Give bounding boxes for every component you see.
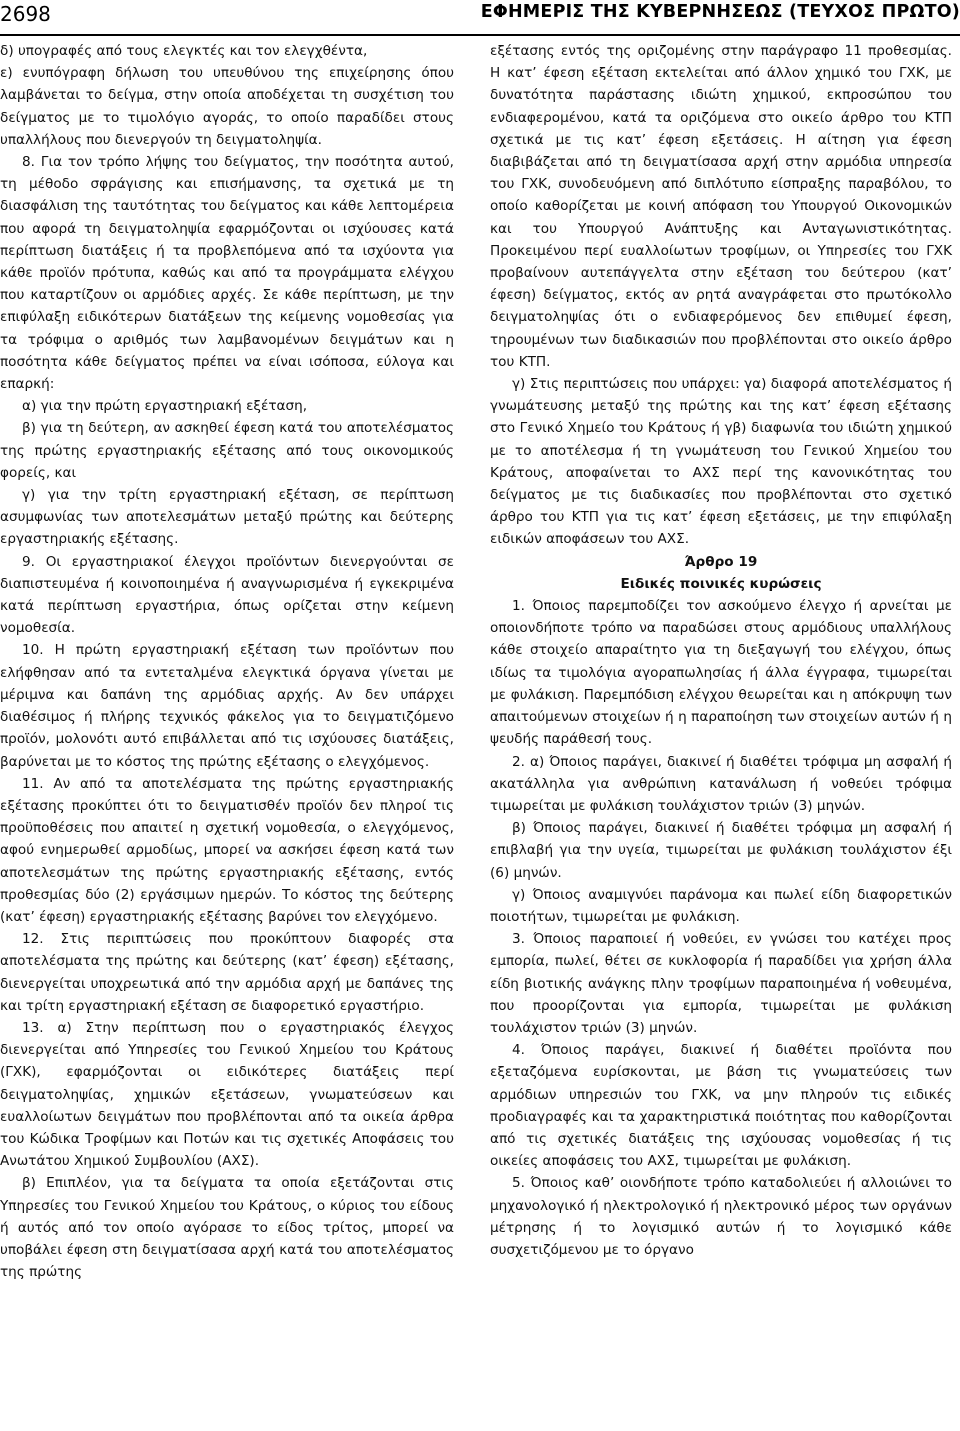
left-column [0, 40, 454, 1283]
paragraph: 11. Αν από τα αποτελέσματα της πρώτης εργαστηριακής εξέτασης προκύπτει ότι το δειγματισθέν προϊόν δεν πληροί τις προϋποθέσεις που απαιτεί η σχετική νομοθεσία, ο ελεγχόμενος, αφού ενημερωθεί αρμοδίως, μπορεί να ασκήσει έφεση κατά των αποτελεσμάτων της πρώτης εργαστηριακής εξέτασης, εντός προθεσμίας δύο (2) εργάσιμων ημερών. Το κόστος της δεύτερης (κατ’ έφεση) εργαστηριακής εξέτασης βαρύνει τον ελεγχόμενο. [0, 775, 454, 925]
page-number: 2698 [0, 2, 51, 26]
paragraph: β) Επιπλέον, για τα δείγματα τα οποία εξετάζονται στις Υπηρεσίες του Γενικού Χημείου του Κράτους, ο κύριος του είδους ή αυτός από τον οποίο αγόρασε το είδος τρίτος, μπορεί να υποβάλει έφεση στη δειγματίσασα αρχή κατά του αποτελέσματος της πρώτης [0, 1175, 454, 1281]
right-column [490, 40, 952, 1261]
paragraph: εξέτασης εντός της οριζομένης στην παράγραφο 11 προθεσμίας. Η κατ’ έφεση εξέταση εκτελείται από άλλον χημικό του ΓΧΚ, με δυνατότητα παράστασης ιδιώτη χημικού, εκπροσώπου του ενδιαφερομένου, κατά τα οριζόμενα στο οικείο άρθρο του ΚΤΠ σχετικά με τις κατ’ έφεση εξετάσεις. Η αίτηση για έφεση διαβιβάζεται από τη δειγματίσασα αρχή στην αρμόδια υπηρεσία του ΓΧΚ, συνοδευόμενη από διπλότυπο είσπραξης παραβόλου, το οποίο καθορίζεται με κοινή απόφαση του Υπουργού Οικονομικών και του Υπουργού Ανάπτυξης και Ανταγωνιστικότητας. Προκειμένου περί ευαλλοίωτων τροφίμων, οι Υπηρεσίες του ΓΧΚ προβαίνουν αυτεπάγγελτα στην εξέταση του δεύτερου (κατ’ έφεση) δείγματος, εκτός αν ρητά αναγράφεται στο πρωτόκολλο δειγματοληψίας ότι ο ενδιαφερόμενος δεν επιθυμεί έφεση, τηρουμένων των διαδικασιών που προβλέπονται στο οικείο άρθρο του ΚΤΠ. [490, 43, 952, 370]
paragraph: γ) Όποιος αναμιγνύει παράνομα και πωλεί είδη διαφορετικών ποιοτήτων, τιμωρείται με φυλάκιση. [490, 886, 952, 925]
paragraph: β) Όποιος παράγει, διακινεί ή διαθέτει τρόφιμα μη ασφαλή ή επιβλαβή για την υγεία, τιμωρείται με φυλάκιση τουλάχιστον έξι (6) μηνών. [490, 820, 952, 881]
running-title: ΕΦΗΜΕΡΙΣ ΤΗΣ ΚΥΒΕΡΝΗΣΕΩΣ (ΤΕΥΧΟΣ ΠΡΩΤΟ) [480, 2, 960, 22]
paragraph: 2. α) Όποιος παράγει, διακινεί ή διαθέτει τρόφιμα μη ασφαλή ή ακατάλληλα για ανθρώπινη κατανάλωση ή νοθεύει τρόφιμα τιμωρείται με φυλάκιση τουλάχιστον τριών (3) μηνών. [490, 753, 952, 814]
paragraph: 13. α) Στην περίπτωση που ο εργαστηριακός έλεγχος διενεργείται από Υπηρεσίες του Γενικού Χημείου του Κράτους (ΓΧΚ), εφαρμόζονται οι ειδικότερες διατάξεις περί δειγματοληψίας, χημικών εξετάσεων, γνωματεύσεων και ευαλλοίωτων δειγμάτων που προβλέπονται από τα οικεία άρθρα του Κώδικα Τροφίμων και Ποτών και τις σχετικές Αποφάσεις του Ανωτάτου Χημικού Συμβουλίου (ΑΧΣ). [0, 1019, 454, 1170]
paragraph: α) για την πρώτη εργαστηριακή εξέταση, [22, 398, 308, 415]
paragraph: γ) για την τρίτη εργαστηριακή εξέταση, σε περίπτωση ασυμφωνίας των αποτελεσμάτων μεταξύ πρώτης και δεύτερης εργαστηριακής εξέτασης. [0, 487, 454, 548]
paragraph: β) για τη δεύτερη, αν ασκηθεί έφεση κατά του αποτελέσματος της πρώτης εργαστηριακής εξέτασης από τους οικονομικούς φορείς, και [0, 420, 454, 481]
paragraph: 1. Όποιος παρεμποδίζει τον ασκούμενο έλεγχο ή αρνείται με οποιονδήποτε τρόπο να παραδώσει στους αρμόδιους υπαλλήλους κάθε στοιχείο απαραίτητο για τη διεξαγωγή του ελέγχου, όπως ιδίως τα τιμολόγια αγοραπωλησίας ή άλλα έγγραφα, τιμωρείται με φυλάκιση. Παρεμπόδιση ελέγχου θεωρείται και η απόκρυψη των απαιτούμενων στοιχείων ή η παραποίηση των στοιχείων αυτών ή η ψευδής παράθεσή τους. [490, 598, 952, 748]
header-rule [0, 34, 960, 36]
paragraph: 10. Η πρώτη εργαστηριακή εξέταση των προϊόντων που ελήφθησαν από τα εντεταλμένα ελεγκτικά όργανα γίνεται με μέριμνα και δαπάνη της αρμόδιας αρχής. Αν δεν υπάρχει διαθέσιμος ή πλήρης τεχνικός φάκελος για το δειγματιζόμενο προϊόν, μολονότι αυτό επιβάλλεται από τις ισχύουσες διατάξεις, βαρύνεται με το κόστος της πρώτης εξέτασης ο ελεγχόμενος. [0, 642, 454, 770]
paragraph: 4. Όποιος παράγει, διακινεί ή διαθέτει προϊόντα που εξεταζόμενα ευρίσκονται, με βάση τις γνωματεύσεις των αρμόδιων υπηρεσιών του ΓΧΚ, να μην πληρούν τις ειδικές προδιαγραφές και τα χαρακτηριστικά ποιότητας που καθορίζονται από τις σχετικές διατάξεις της ισχύουσας νομοθεσίας ή τις οικείες αποφάσεις του ΑΧΣ, τιμωρείται με φυλάκιση. [490, 1042, 952, 1170]
paragraph: 12. Στις περιπτώσεις που προκύπτουν διαφορές στα αποτελέσματα της πρώτης και δεύτερης (κατ’ έφεση) εξέτασης, διενεργείται υποχρεωτικά από την αρμόδια αρχή με δαπάνες της και τρίτη εργαστηριακή εξέταση σε διαφορετικό εργαστήριο. [0, 931, 454, 1014]
article-heading: Άρθρο 19 [684, 553, 758, 570]
paragraph: δ) υπογραφές από τους ελεγκτές και τον ελεγχθέντα, [0, 43, 368, 59]
paragraph: 5. Όποιος καθ’ οιονδήποτε τρόπο καταδολιεύει ή αλλοιώνει το μηχανολογικό ή ηλεκτρολογικό ή ηλεκτρονικό μέρος των οργάνων μέτρησης ή το λογισμικό αυτών ή το λογισμικό κάθε συσχετιζόμενου με το όργανο [490, 1175, 952, 1258]
paragraph: γ) Στις περιπτώσεις που υπάρχει: γα) διαφορά αποτελέσματος ή γνωμάτευσης μεταξύ της πρώτης και της κατ’ έφεση εξέτασης στο Γενικό Χημείο του Κράτους ή γβ) διαφωνία του ιδιώτη χημικού με το αποτέλεσμα ή τη γνωμάτευση του Γενικού Χημείου του Κράτους, αποφαίνεται το ΑΧΣ περί της κανονικότητας του δείγματος με τις διαδικασίες που προβλέπονται στο σχετικό άρθρο του ΚΤΠ για τις κατ’ έφεση εξετάσεις, με την επιφύλαξη ειδικών αποφάσεων του ΑΧΣ. [490, 376, 952, 548]
paragraph: 9. Οι εργαστηριακοί έλεγχοι προϊόντων διενεργούνται σε διαπιστευμένα ή κοινοποιημένα ή αναγνωρισμένα ή εγκεκριμένα κατά περίπτωση εργαστήρια, όπως ορίζεται στην κείμενη νομοθεσία. [0, 553, 454, 637]
page-header [0, 0, 960, 34]
paragraph: 3. Όποιος παραποιεί ή νοθεύει, εν γνώσει του κατέχει προς εμπορία, πωλεί, θέτει σε κυκλοφορία ή παραδίδει για χρήση άλλα είδη βιοτικής ανάγκης πλην τροφίμων παραποιημένα ή νοθευμένα, που προορίζονται για εμπορία, τιμωρείται με φυλάκιση τουλάχιστον τριών (3) μηνών. [490, 931, 952, 1036]
paragraph: ε) ενυπόγραφη δήλωση του υπευθύνου της επιχείρησης όπου λαμβάνεται το δείγμα, στην οποία αποδέχεται τη συσχέτιση του δείγματος με το τιμολόγιο αγοράς, το οποίο παραδίδει στους υπαλλήλους που διενεργούν τη δειγματοληψία. [0, 65, 454, 148]
article-title: Ειδικές ποινικές κυρώσεις [620, 575, 822, 592]
paragraph: 8. Για τον τρόπο λήψης του δείγματος, την ποσότητα αυτού, τη μέθοδο σφράγισης και επισήμανσης, τα σχετικά με τη διασφάλιση της ταυτότητας του δείγματος και κάθε λεπτομέρεια που αφορά τη δειγματοληψία εφαρμόζονται οι ισχύουσες κατά περίπτωση διατάξεις ή τα προβλεπόμενα από τα ισχύοντα για κάθε προϊόν πρότυπα, καθώς και από τα προγράμματα ελέγχου που καταρτίζουν οι αρμόδιες αρχές. Σε κάθε περίπτωση, με την επιφύλαξη ειδικότερων διατάξεων της κείμενης νομοθεσίας για τα τρόφιμα ο αριθμός των λαμβανομένων δειγμάτων και η ποσότητα κάθε δείγματος πρέπει να είναι ισόποσα, εύλογα και επαρκή: [0, 154, 454, 393]
